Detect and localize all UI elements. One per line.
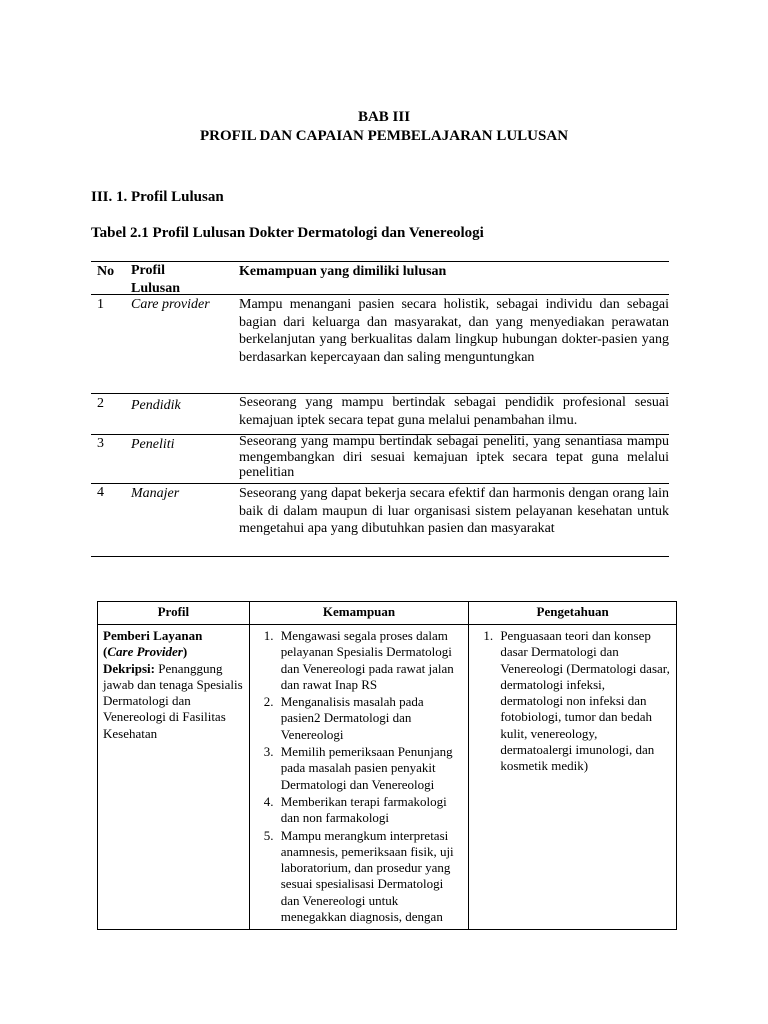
header-profil-line2: Lulusan [131, 280, 181, 296]
header-pengetahuan: Pengetahuan [469, 602, 677, 625]
row-profil: Peneliti [131, 437, 175, 452]
list-item: 4. Memberikan terapi farmakologi dan non farmakologi [277, 794, 464, 827]
header-profil-line1: Profil [131, 263, 165, 278]
header-profil [131, 262, 231, 297]
profil-description [103, 661, 244, 742]
row-no: 2 [97, 396, 104, 411]
table-row [91, 434, 669, 483]
chapter-title: PROFIL DAN CAPAIAN PEMBELAJARAN LULUSAN [199, 128, 569, 144]
table-caption: Tabel 2.1 Profil Lulusan Dokter Dermatologi dan Venereologi [91, 225, 484, 241]
row-profil: Pendidik [131, 398, 181, 413]
profil-subtitle-open: ( [103, 644, 108, 660]
competency-table-header [98, 602, 677, 625]
row-desc: Seseorang yang mampu bertindak sebagai peneliti, yang senantiasa mampu mengembangkan diri sesuai kemajuan iptek secara tepat guna melalui penelitian [239, 434, 669, 480]
profil-cell [98, 625, 250, 930]
row-desc: Seseorang yang mampu bertindak sebagai pendidik profesional sesuai kemajuan iptek secara tepat guna melalui penambahan ilmu. [239, 395, 669, 428]
list-item: 5. Mampu merangkum interpretasi anamnesis, pemeriksaan fisik, uji laboratorium, dan prosedur yang sesuai spesialisasi Dermatologi dan Venereologi untuk menegakkan diagnosis, dengan [277, 828, 464, 926]
header-no: No [97, 264, 115, 279]
profil-desc-label: Dekripsi: [103, 660, 155, 676]
header-kemampuan: Kemampuan yang dimiliki lulusan [239, 264, 447, 279]
profil-subtitle-close: ) [182, 644, 188, 660]
profil-desc-text: Penanggung jawab dan tenaga Spesialis Dermatologi dan Venereologi di Fasilitas Kesehatan [103, 660, 243, 741]
row-no: 1 [97, 297, 104, 312]
row-profil: Care provider [131, 297, 210, 312]
table-row [98, 625, 677, 930]
list-item: 2. Menganalisis masalah pada pasien2 Dermatologi dan Venereologi [277, 694, 464, 743]
list-item: 3. Memilih pemeriksaan Penunjang pada masalah pasien penyakit Dermatologi dan Venereologi [277, 744, 464, 793]
table-row [91, 393, 669, 434]
pengetahuan-cell [469, 625, 677, 930]
row-desc: Seseorang yang dapat bekerja secara efektif dan harmonis dengan orang lain baik di dalam maupun di luar organisasi sistem pelayanan kesehatan untuk mengetahui apa yang dibutuhkan pasien dan masyarakat [239, 486, 669, 536]
header-profil: Profil [98, 602, 250, 625]
row-profil: Manajer [131, 486, 180, 501]
profile-table-header [91, 261, 669, 294]
chapter-number: BAB III [357, 109, 411, 125]
profil-subtitle [103, 644, 244, 660]
profil-subtitle-text: Care Provider [107, 644, 183, 660]
row-no: 3 [97, 436, 104, 451]
profil-title: Pemberi Layanan [103, 628, 203, 643]
pengetahuan-list [474, 628, 671, 775]
table-row [91, 483, 669, 557]
profile-table [91, 261, 669, 557]
row-desc: Mampu menangani pasien secara holistik, sebagai individu dan sebagai bagian dari keluarga dan masyarakat, dan yang menyediakan perawatan berkelanjutan yang berkualitas dalam lingkup hubungan dokter-pasien yang berdasarkan kepercayaan dan saling menguntungkan [239, 297, 669, 365]
kemampuan-list [255, 628, 464, 925]
list-item: 1. Penguasaan teori dan konsep dasar Dermatologi dan Venereologi (Dermatologi dasar, dermatologi infeksi, dermatologi non infeksi dan fotobiologi, tumor dan bedah kulit, venereology, dermatoalergi imunologi, dan kosmetik medik) [496, 628, 671, 775]
list-item: 1. Mengawasi segala proses dalam pelayanan Spesialis Dermatologi dan Venereologi pada rawat jalan dan rawat Inap RS [277, 628, 464, 693]
table-row [91, 294, 669, 393]
competency-table [97, 601, 677, 930]
header-kemampuan: Kemampuan [249, 602, 469, 625]
kemampuan-cell [249, 625, 469, 930]
section-title: III. 1. Profil Lulusan [91, 189, 224, 205]
row-no: 4 [97, 485, 104, 500]
